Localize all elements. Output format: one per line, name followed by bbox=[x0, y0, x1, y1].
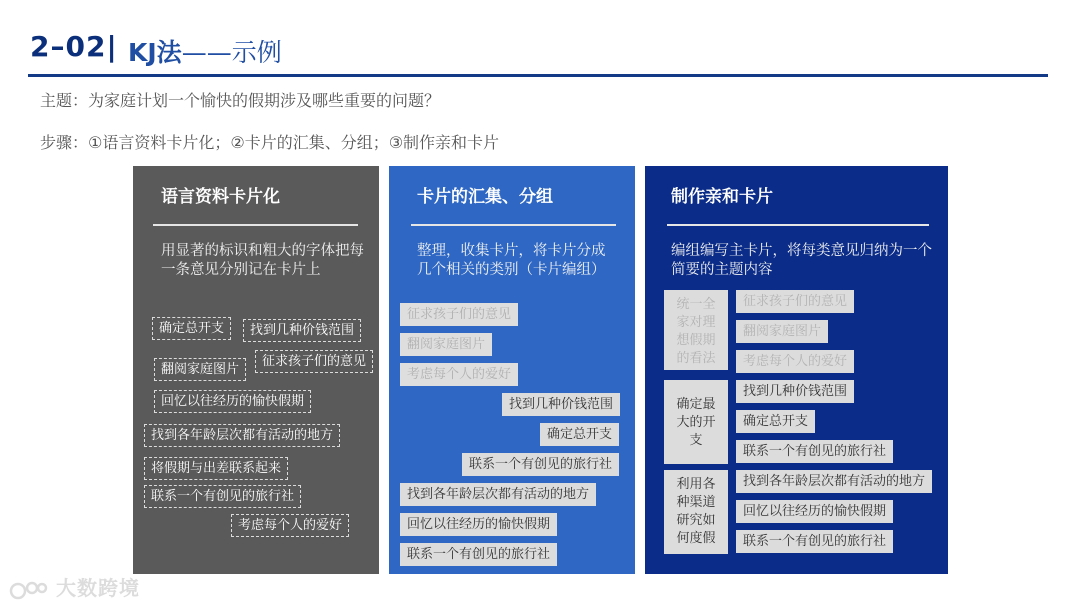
idea-card: 回忆以往经历的愉快假期 bbox=[400, 513, 557, 536]
idea-card: 确定总开支 bbox=[736, 410, 815, 433]
panel-heading: 卡片的汇集、分组 bbox=[417, 187, 553, 207]
group-header-card: 统一全家对理想假期的看法 bbox=[664, 290, 728, 370]
panel-description: 用显著的标识和粗大的字体把每一条意见分别记在卡片上 bbox=[161, 243, 364, 278]
panel-description: 整理，收集卡片，将卡片分成几个相关的类别（卡片编组） bbox=[417, 243, 606, 278]
idea-card: 回忆以往经历的愉快假期 bbox=[736, 500, 893, 523]
group-header-card: 确定最大的开支 bbox=[664, 380, 728, 464]
title-bold: KJ法 bbox=[128, 38, 182, 67]
panel-cardify bbox=[133, 166, 379, 574]
idea-card: 找到几种价钱范围 bbox=[243, 319, 361, 342]
panel-affinity bbox=[645, 166, 948, 574]
group-header-card: 利用各种渠道研究如何度假 bbox=[664, 470, 728, 554]
panel-divider bbox=[153, 224, 358, 226]
title-divider bbox=[28, 74, 1048, 77]
idea-card: 联系一个有创见的旅行社 bbox=[400, 543, 557, 566]
idea-card: 确定总开支 bbox=[152, 317, 231, 340]
idea-card: 联系一个有创见的旅行社 bbox=[736, 440, 893, 463]
idea-card: 找到各年龄层次都有活动的地方 bbox=[144, 424, 340, 447]
panel-heading: 制作亲和卡片 bbox=[671, 187, 773, 207]
watermark-logo bbox=[8, 572, 140, 603]
idea-card: 联系一个有创见的旅行社 bbox=[144, 485, 301, 508]
idea-card: 找到各年龄层次都有活动的地方 bbox=[736, 470, 932, 493]
idea-card: 联系一个有创见的旅行社 bbox=[736, 530, 893, 553]
panel-heading: 语言资料卡片化 bbox=[161, 187, 280, 207]
watermark-text: 大数跨境 bbox=[55, 576, 140, 600]
idea-card: 回忆以往经历的愉快假期 bbox=[154, 390, 311, 413]
idea-card: 考虑每个人的爱好 bbox=[736, 350, 854, 373]
section-number: 2–02| bbox=[30, 30, 118, 63]
idea-card: 确定总开支 bbox=[540, 423, 619, 446]
idea-card: 考虑每个人的爱好 bbox=[400, 363, 518, 386]
idea-card: 将假期与出差联系起来 bbox=[144, 457, 288, 480]
idea-card: 联系一个有创见的旅行社 bbox=[462, 453, 619, 476]
panel-grouping bbox=[389, 166, 635, 574]
idea-card: 征求孩子们的意见 bbox=[400, 303, 518, 326]
title-rest: ——示例 bbox=[181, 38, 282, 67]
idea-card: 翻阅家庭图片 bbox=[400, 333, 492, 356]
topic-text: 主题：为家庭计划一个愉快的假期涉及哪些重要的问题？ bbox=[40, 91, 441, 110]
idea-card: 找到几种价钱范围 bbox=[502, 393, 620, 416]
panel-description: 编组编写主卡片，将每类意见归纳为一个简要的主题内容 bbox=[671, 243, 932, 278]
panel-divider bbox=[411, 224, 616, 226]
panel-divider bbox=[667, 224, 929, 226]
idea-card: 征求孩子们的意见 bbox=[736, 290, 854, 313]
idea-card: 考虑每个人的爱好 bbox=[231, 514, 349, 537]
idea-card: 翻阅家庭图片 bbox=[154, 358, 246, 381]
idea-card: 翻阅家庭图片 bbox=[736, 320, 828, 343]
idea-card: 征求孩子们的意见 bbox=[255, 350, 373, 373]
logo-icon bbox=[8, 577, 48, 603]
steps-text: 步骤：①语言资料卡片化；②卡片的汇集、分组；③制作亲和卡片 bbox=[40, 133, 500, 152]
idea-card: 找到各年龄层次都有活动的地方 bbox=[400, 483, 596, 506]
page-title bbox=[128, 33, 282, 69]
idea-card: 找到几种价钱范围 bbox=[736, 380, 854, 403]
